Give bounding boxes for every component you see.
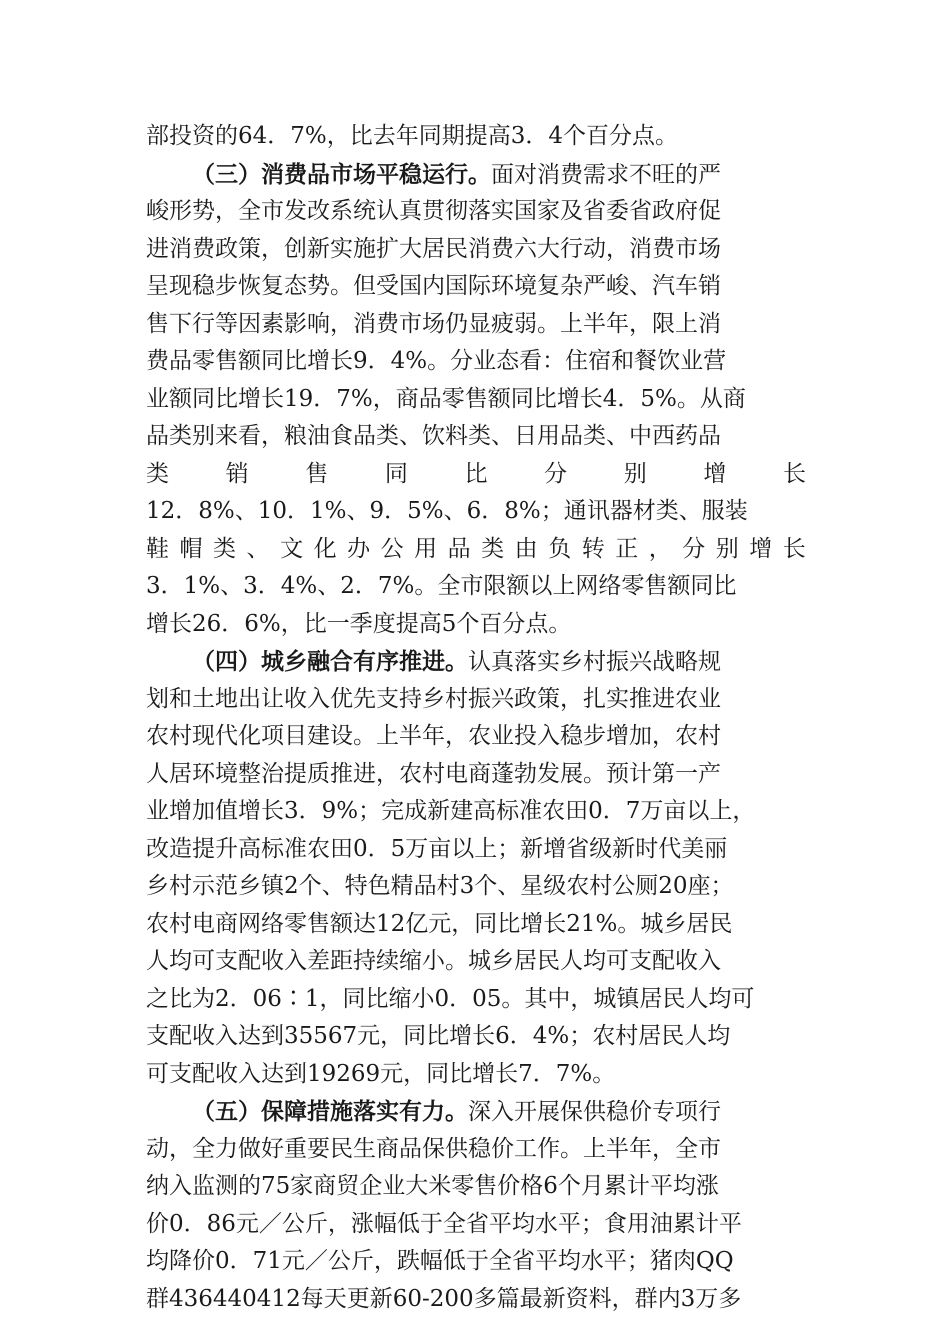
char: 同	[384, 460, 408, 487]
text-line: 纳入监测的75家商贸企业大米零售价格6个月累计平均涨	[146, 1173, 719, 1199]
text-line: 均降价0．71元／公斤，跌幅低于全省平均水平；猪肉QQ	[146, 1248, 734, 1274]
text-line: 增长26．6%，比一季度提高5个百分点。	[146, 610, 572, 637]
char: 负	[548, 535, 572, 562]
text-line: 价0．86元／公斤，涨幅低于全省平均水平；食用油累计平	[146, 1210, 742, 1237]
section-3-first-line	[146, 156, 806, 194]
text-line: 售下行等因素影响，消费市场仍显疲弱。上半年，限上消	[146, 310, 721, 337]
char: 销	[225, 460, 249, 487]
char: 增	[703, 460, 727, 487]
text-line: 部投资的64．7%，比去年同期提高3．4个百分点。	[146, 123, 679, 149]
text-line: 乡村示范乡镇2个、特色精品村3个、星级农村公厕20座；	[146, 873, 734, 899]
text-line: 动，全力做好重要民生商品保供稳价工作。上半年，全市	[146, 1135, 721, 1162]
justified-line	[146, 456, 806, 494]
char: 转	[581, 535, 605, 562]
text-line: 农村现代化项目建设。上半年，农业投入稳步增加，农村	[146, 723, 721, 749]
char: 分	[682, 535, 706, 562]
char: 用	[414, 535, 438, 562]
text-line: 呈现稳步恢复态势。但受国内国际环境复杂严峻、汽车销	[146, 273, 721, 299]
char: 分	[544, 460, 568, 487]
text-line: 划和土地出让收入优先支持乡村振兴政策，扎实推进农业	[146, 685, 721, 712]
text-line: 3．1%、3．4%、2．7%。全市限额以上网络零售额同比	[146, 573, 737, 599]
section-heading: （四）城乡融合有序推进。	[192, 648, 468, 675]
text-line: 品类别来看，粮油食品类、饮料类、日用品类、中西药品	[146, 423, 721, 449]
text-line: 农村电商网络零售额达12亿元，同比增长21%。城乡居民	[146, 910, 733, 937]
justified-line	[146, 531, 806, 569]
char: 别	[623, 460, 647, 487]
char: 办	[347, 535, 371, 562]
char: 鞋	[146, 535, 169, 562]
char: 、	[246, 535, 270, 562]
char: 帽	[179, 535, 203, 562]
char: 由	[514, 535, 538, 562]
char: 增	[749, 535, 773, 562]
char: 化	[313, 535, 337, 562]
text-span: 深入开展保供稳价专项行	[468, 1099, 721, 1125]
text-line: 业增加值增长3．9%；完成新建高标准农田0．7万亩以上，	[146, 798, 756, 824]
text-line: 之比为2．06∶1，同比缩小0．05。其中，城镇居民人均可	[146, 985, 755, 1012]
document-page	[146, 118, 806, 1318]
char: 类	[213, 535, 237, 562]
char: ，	[648, 535, 672, 562]
section-heading: （五）保障措施落实有力。	[192, 1098, 468, 1125]
char: 长	[782, 535, 806, 562]
section-4-first-line	[146, 643, 806, 681]
text-line: 费品零售额同比增长9．4%。分业态看：住宿和餐饮业营	[146, 348, 727, 374]
text-line: 群436440412每天更新60-200多篇最新资料，群内3万多	[146, 1285, 742, 1312]
text-line: 人均可支配收入差距持续缩小。城乡居民人均可支配收入	[146, 948, 721, 974]
text-line: 可支配收入达到19269元，同比增长7．7%。	[146, 1060, 616, 1087]
char: 别	[715, 535, 739, 562]
text-line: 进消费政策，创新实施扩大居民消费六大行动，消费市场	[146, 235, 721, 262]
section-heading: （三）消费品市场平稳运行。	[192, 160, 491, 188]
text-line: 支配收入达到35567元，同比增长6．4%；农村居民人均	[146, 1023, 731, 1049]
text-span: 认真落实乡村振兴战略规	[468, 649, 721, 675]
char: 类	[146, 460, 169, 487]
text-line: 峻形势，全市发改系统认真贯彻落实国家及省委省政府促	[146, 198, 721, 224]
section-5-first-line	[146, 1093, 806, 1131]
char: 正	[615, 535, 639, 562]
char: 公	[380, 535, 404, 562]
char: 长	[783, 460, 806, 487]
char: 文	[280, 535, 304, 562]
char: 品	[447, 535, 471, 562]
text-line: 改造提升高标准农田0．5万亩以上；新增省级新时代美丽	[146, 835, 728, 862]
char: 比	[464, 460, 488, 487]
char: 售	[305, 460, 329, 487]
text-line: 人居环境整治提质推进，农村电商蓬勃发展。预计第一产	[146, 760, 721, 787]
text-line: 业额同比增长19．7%，商品零售额同比增长4．5%。从商	[146, 385, 746, 412]
text-line: 12．8%、10．1%、9．5%、6．8%；通讯器材类、服装	[146, 498, 748, 524]
text-span: 面对消费需求不旺的严	[491, 161, 721, 188]
char: 类	[481, 535, 505, 562]
